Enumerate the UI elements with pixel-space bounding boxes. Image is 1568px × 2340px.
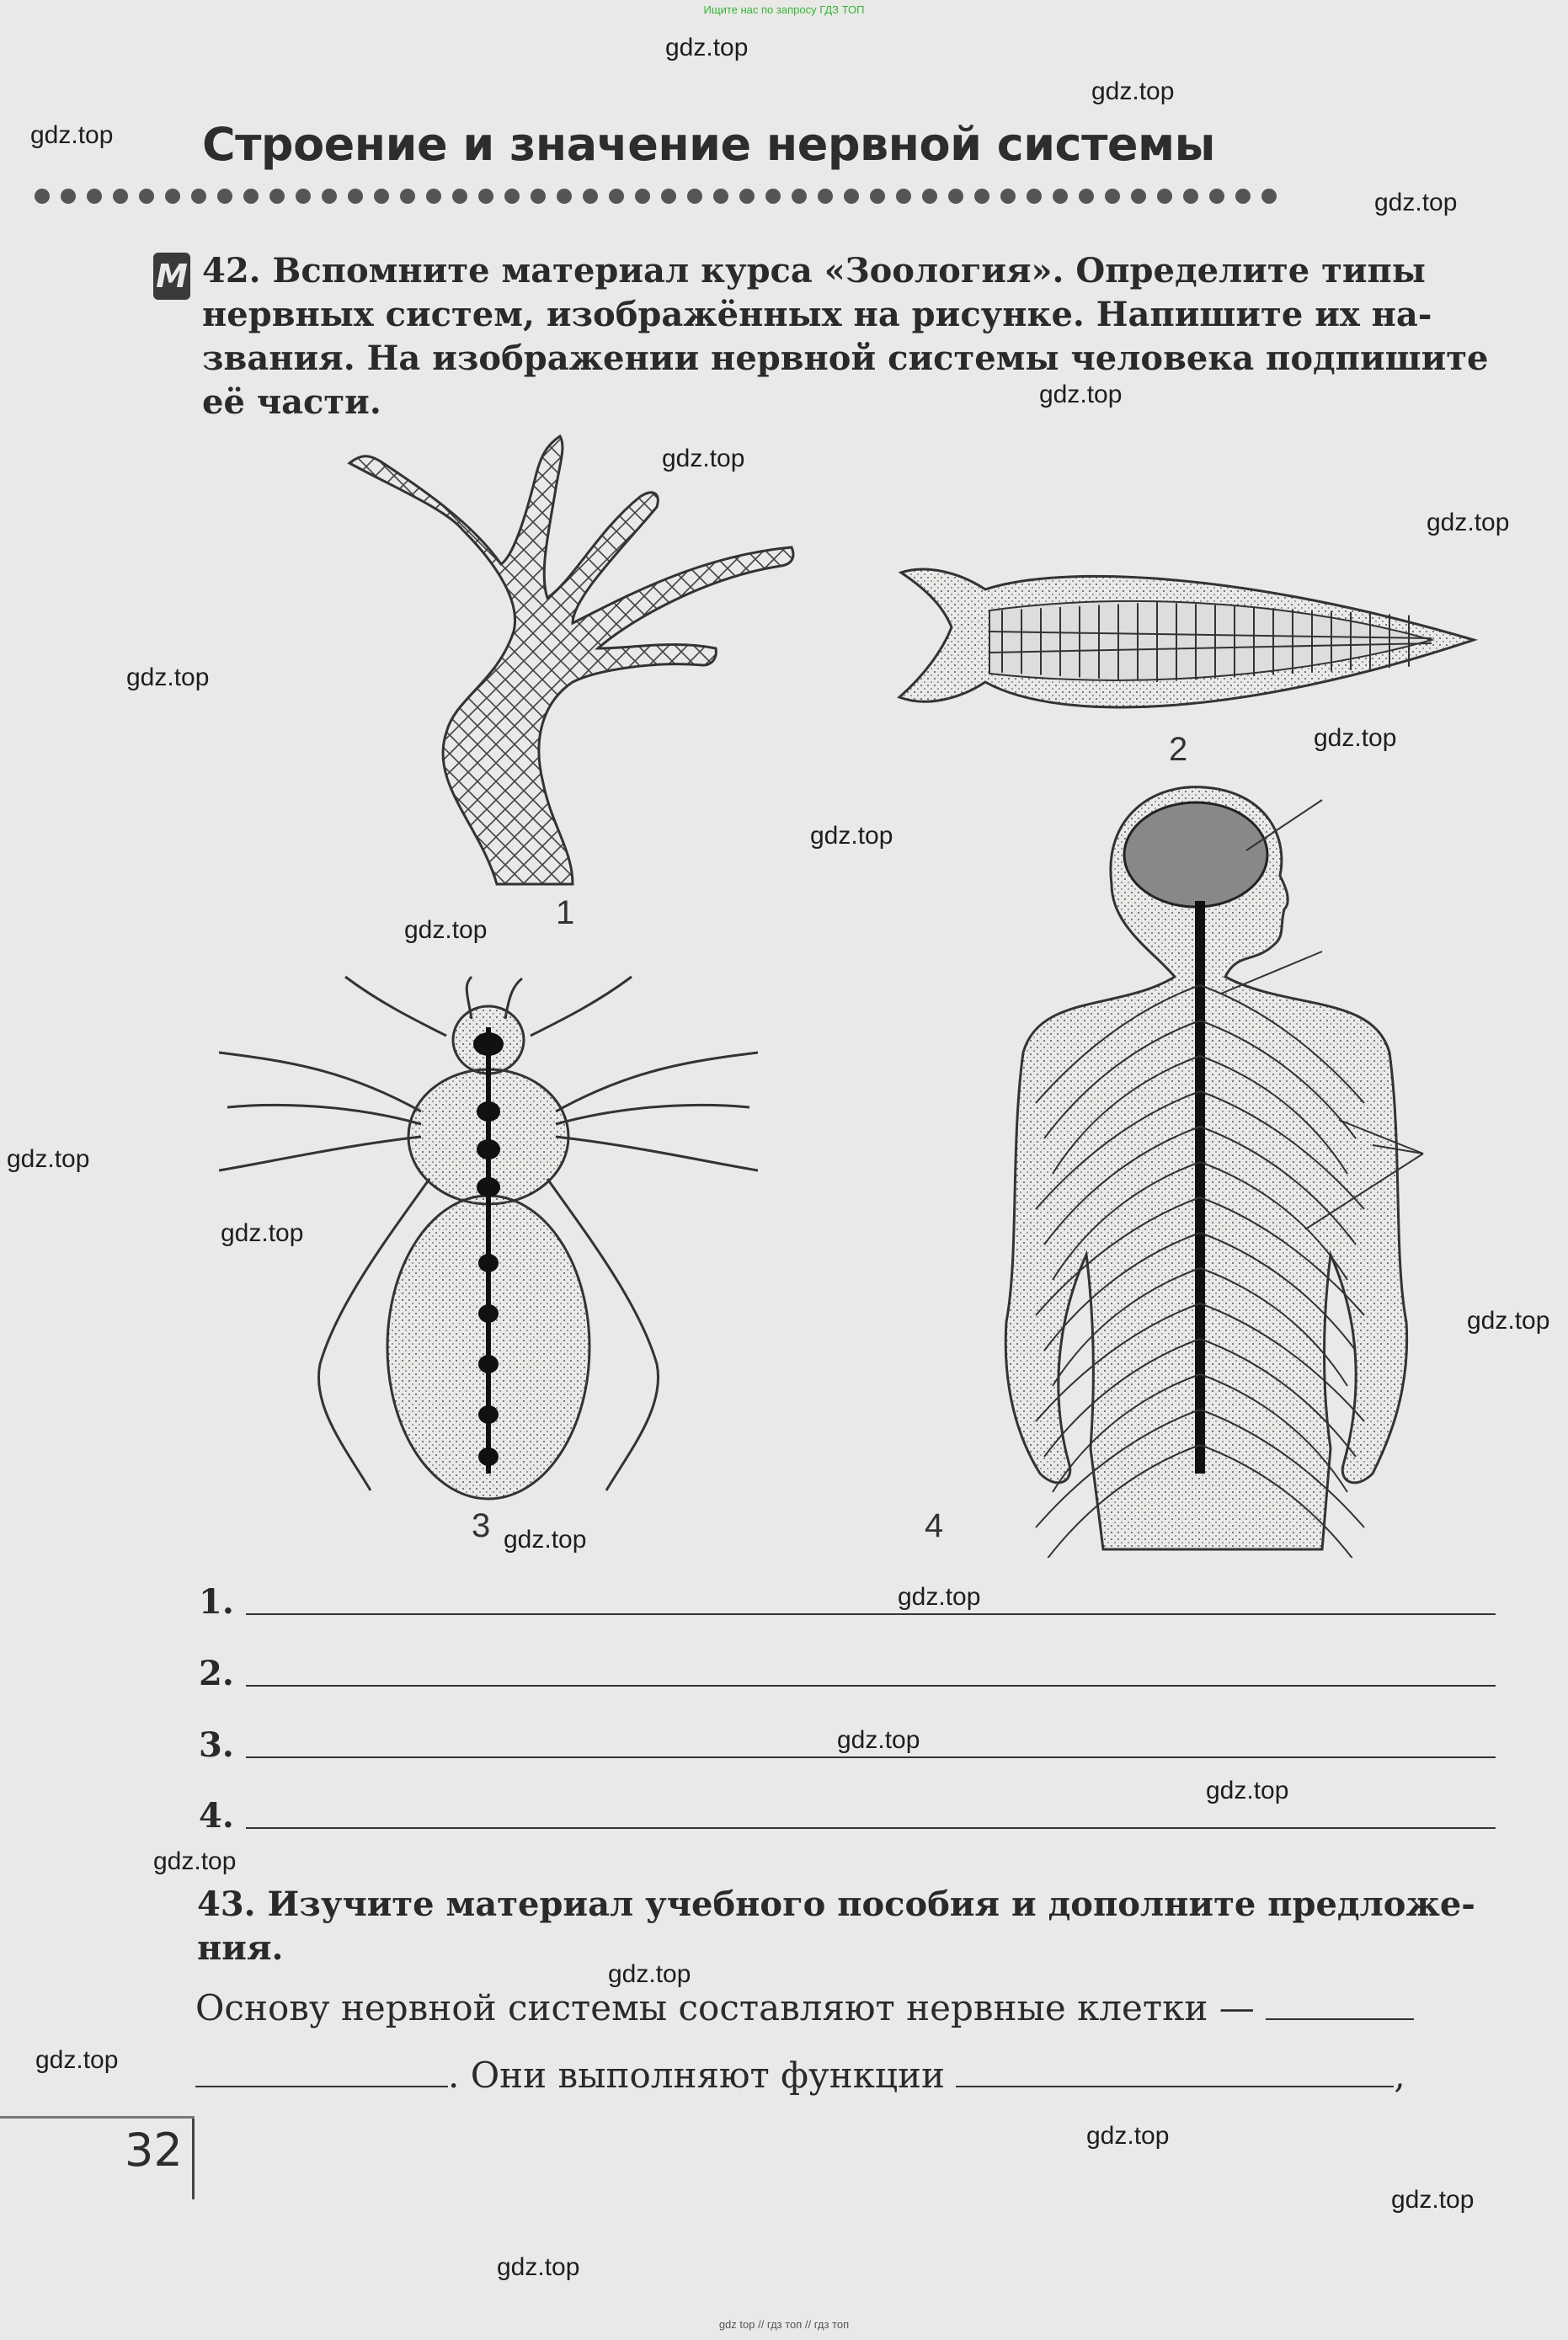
- watermark: gdz.top: [7, 1145, 90, 1173]
- page-number-rule: [0, 2116, 195, 2119]
- figure-label-2: 2: [1169, 731, 1188, 768]
- watermark: gdz.top: [837, 1726, 920, 1754]
- watermark: gdz.top: [1206, 1777, 1289, 1804]
- page-number: 32: [125, 2124, 183, 2177]
- watermark: gdz.top: [1314, 724, 1397, 752]
- answer-line-4[interactable]: [199, 1788, 1496, 1836]
- watermark: gdz.top: [1374, 189, 1458, 216]
- answer-blank-3[interactable]: [246, 1756, 1496, 1758]
- blank-neurons-cont[interactable]: [195, 2079, 448, 2087]
- sentence-1-text: Основу нервной системы составляют нервные клетки —: [195, 1987, 1255, 2028]
- watermark: gdz.top: [35, 2046, 119, 2074]
- watermark: gdz.top: [1391, 2186, 1475, 2214]
- dotted-divider: [34, 185, 1288, 207]
- watermark: gdz.top: [898, 1583, 981, 1611]
- task43-line-1: 43. Изучите материал учебного пособия и дополните предложе-: [197, 1884, 1475, 1924]
- task42-line-4: её части.: [202, 382, 381, 422]
- answer-blank-4[interactable]: [246, 1827, 1496, 1829]
- task43-sentence-1: [195, 1987, 1496, 2028]
- watermark: gdz.top: [126, 664, 210, 691]
- answer-blank-2[interactable]: [246, 1685, 1496, 1687]
- bottom-notice: gdz top // гдз топ // гдз топ: [718, 2318, 850, 2331]
- watermark: gdz.top: [810, 822, 893, 850]
- watermark: gdz.top: [497, 2253, 580, 2281]
- page-number-divider: [192, 2119, 195, 2199]
- answer-number-1: 1.: [199, 1582, 234, 1622]
- task43-line-2: ния.: [197, 1928, 284, 1968]
- trailing-comma: ,: [1394, 2055, 1405, 2096]
- watermark: gdz.top: [1467, 1307, 1550, 1335]
- answer-number-4: 4.: [199, 1796, 234, 1836]
- blank-neurons[interactable]: [1266, 2012, 1414, 2020]
- task42-line-1: 42. Вспомните материал курса «Зоология». Определите типы: [202, 251, 1426, 291]
- sentence-2-text: . Они выполняют функции: [448, 2055, 945, 2096]
- watermark: gdz.top: [1086, 2122, 1170, 2150]
- answer-number-2: 2.: [199, 1654, 234, 1693]
- figure-flatworm: [893, 556, 1482, 741]
- answer-number-3: 3.: [199, 1725, 234, 1765]
- figure-label-1: 1: [556, 894, 575, 931]
- watermark: gdz.top: [662, 445, 745, 472]
- answer-line-1[interactable]: [199, 1575, 1496, 1622]
- watermark: gdz.top: [1427, 509, 1510, 536]
- watermark: gdz.top: [1091, 77, 1175, 105]
- task42-line-3: звания. На изображении нервной системы человека подпишите: [202, 338, 1489, 378]
- watermark: gdz.top: [608, 1960, 691, 1988]
- watermark: gdz.top: [665, 34, 749, 61]
- task42-line-2: нервных систем, изображённых на рисунке. Напишите их на-: [202, 295, 1432, 334]
- figure-label-4: 4: [925, 1507, 944, 1544]
- figure-human: [968, 783, 1440, 1558]
- mnemonic-badge: М: [153, 253, 190, 300]
- watermark: gdz.top: [1039, 381, 1123, 408]
- figure-label-3: 3: [472, 1507, 491, 1544]
- figure-hydra: [320, 429, 825, 901]
- watermark: gdz.top: [221, 1219, 304, 1247]
- answer-blank-1[interactable]: [246, 1613, 1496, 1615]
- watermark: gdz.top: [404, 916, 488, 944]
- task43-sentence-2: [195, 2055, 1496, 2096]
- blank-functions[interactable]: [956, 2079, 1394, 2087]
- watermark: gdz.top: [153, 1847, 237, 1875]
- answer-line-2[interactable]: [199, 1646, 1496, 1693]
- watermark: gdz.top: [504, 1526, 587, 1554]
- watermark: gdz.top: [30, 121, 114, 149]
- page-title: Строение и значение нервной системы: [202, 118, 1215, 171]
- top-notice: Ищите нас по запросу ГДЗ ТОП: [703, 3, 865, 16]
